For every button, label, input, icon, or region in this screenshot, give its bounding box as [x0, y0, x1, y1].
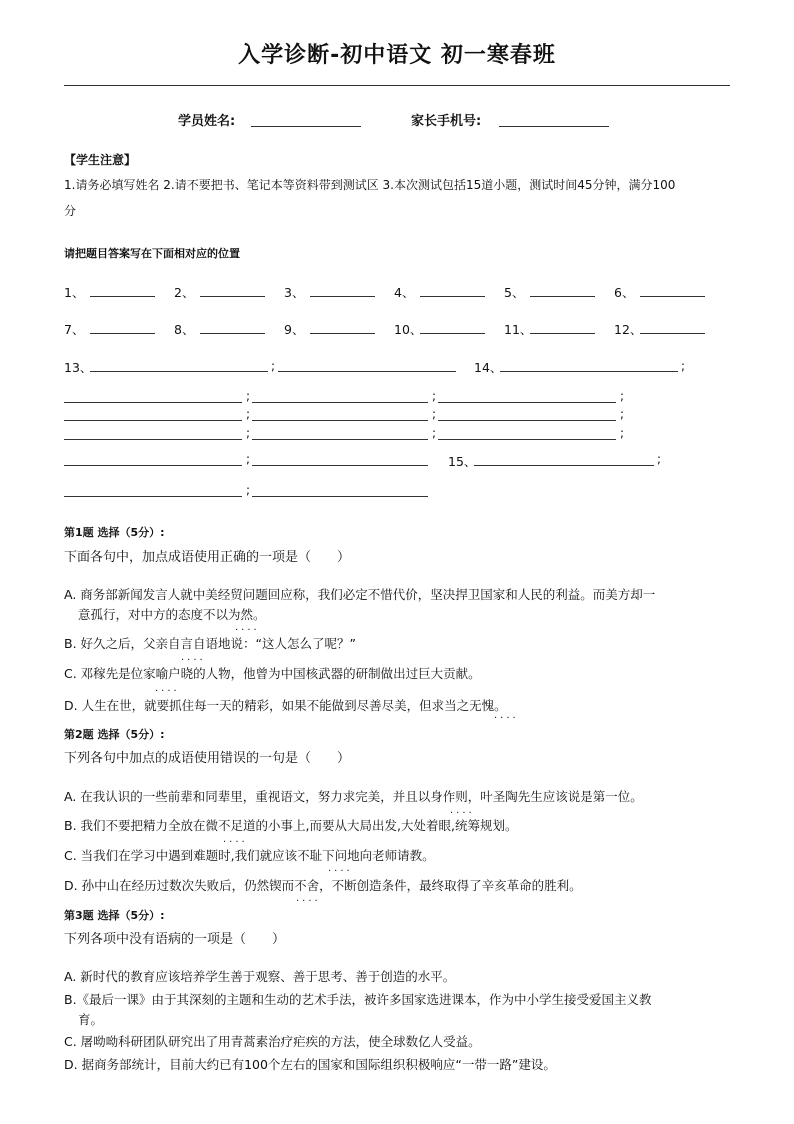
answer-label-14: 14、: [474, 360, 503, 375]
q3-option-b: B.《最后一课》由于其深刻的主题和生动的艺术手法，被许多国家选进课本，作为中小学生接受爱国主义教: [64, 992, 652, 1007]
answer-label: 8、: [174, 322, 195, 337]
answer-blank[interactable]: [474, 465, 654, 466]
separator: ;: [246, 483, 251, 497]
answer-label-13: 13、: [64, 360, 93, 375]
separator: ;: [246, 407, 251, 421]
answer-label: 12、: [614, 322, 643, 337]
answer-blank[interactable]: [64, 465, 242, 466]
answer-blank[interactable]: [438, 420, 616, 421]
question-3-stem: 下列各项中没有语病的一项是（ ）: [64, 932, 286, 947]
question-2-header: 第2题 选择（5分）:: [64, 728, 165, 741]
separator: ;: [620, 426, 625, 440]
page-title: 入学诊断-初中语文 初一寒春班: [238, 43, 556, 68]
q1-option-b: B. 好久之后，父亲自言自语地说：“这人怎么了呢？”: [64, 636, 356, 651]
question-1-stem: 下面各句中，加点成语使用正确的一项是（ ）: [64, 550, 351, 565]
answer-blank[interactable]: [64, 496, 242, 497]
answer-blank[interactable]: [64, 402, 242, 403]
emphasis-dots: ····: [181, 655, 206, 666]
question-1-header: 第1题 选择（5分）:: [64, 526, 165, 539]
separator: ;: [271, 359, 276, 373]
separator: ;: [620, 407, 625, 421]
separator: ;: [620, 389, 625, 403]
q2-option-b: B. 我们不要把精力全放在微不足道的小事上,而要从大局出发,大处着眼,统筹规划。: [64, 818, 518, 833]
answer-blank[interactable]: [200, 296, 265, 297]
answer-blank[interactable]: [64, 420, 242, 421]
answer-blank[interactable]: [252, 465, 428, 466]
separator: ;: [246, 426, 251, 440]
answer-blank[interactable]: [252, 402, 428, 403]
answer-instruction: 请把题目答案写在下面相对应的位置: [64, 247, 240, 260]
q2-option-c: C. 当我们在学习中遇到难题时,我们就应该不耻下问地向老师请教。: [64, 848, 435, 863]
answer-blank[interactable]: [200, 333, 265, 334]
q1-option-a-cont: 意孤行，对中方的态度不以为然。: [78, 607, 266, 622]
emphasis-dots: ····: [155, 686, 180, 697]
parent-phone-label: 家长手机号:: [411, 114, 482, 129]
answer-blank[interactable]: [252, 439, 428, 440]
q3-option-b-cont: 育。: [78, 1012, 104, 1027]
answer-blank[interactable]: [90, 296, 155, 297]
answer-blank[interactable]: [90, 371, 268, 372]
answer-blank[interactable]: [420, 296, 485, 297]
separator: ;: [246, 389, 251, 403]
emphasis-dots: ····: [328, 866, 353, 877]
answer-label: 10、: [394, 322, 423, 337]
title-divider: [64, 85, 730, 86]
answer-label-15: 15、: [448, 454, 477, 469]
answer-blank[interactable]: [530, 296, 595, 297]
q1-option-c: C. 邓稼先是位家喻户晓的人物，他曾为中国核武器的研制做出过巨大贡献。: [64, 666, 481, 681]
answer-blank[interactable]: [90, 333, 155, 334]
notice-line-2: 分: [64, 204, 77, 218]
notice-heading: 【学生注意】: [64, 153, 137, 167]
separator: ;: [432, 407, 437, 421]
answer-label: 11、: [504, 322, 533, 337]
q1-option-a: A. 商务部新闻发言人就中美经贸问题回应称，我们必定不惜代价，坚决捍卫国家和人民的利益。而美方却一: [64, 587, 656, 602]
emphasis-dots: ····: [235, 625, 260, 636]
answer-label: 3、: [284, 285, 305, 300]
emphasis-dots: ····: [223, 837, 248, 848]
q3-option-a: A. 新时代的教育应该培养学生善于观察、善于思考、善于创造的水平。: [64, 969, 456, 984]
q3-option-d: D. 据商务部统计，目前大约已有100个左右的国家和国际组织积极响应“一带一路”建设。: [64, 1057, 556, 1072]
answer-blank[interactable]: [500, 371, 678, 372]
answer-blank[interactable]: [420, 333, 485, 334]
answer-label: 2、: [174, 285, 195, 300]
student-name-label: 学员姓名:: [178, 114, 236, 129]
student-name-field[interactable]: [251, 126, 361, 127]
answer-blank[interactable]: [438, 439, 616, 440]
question-2-stem: 下列各句中加点的成语使用错误的一句是（ ）: [64, 751, 351, 766]
answer-label: 9、: [284, 322, 305, 337]
emphasis-dots: ····: [450, 808, 475, 819]
answer-blank[interactable]: [530, 333, 595, 334]
answer-label: 7、: [64, 322, 85, 337]
answer-blank[interactable]: [64, 439, 242, 440]
answer-blank[interactable]: [438, 402, 616, 403]
separator: ;: [432, 389, 437, 403]
answer-label: 6、: [614, 285, 635, 300]
answer-label: 1、: [64, 285, 85, 300]
answer-blank[interactable]: [310, 296, 375, 297]
q3-option-c: C. 屠呦呦科研团队研究出了用青蒿素治疗疟疾的方法，使全球数亿人受益。: [64, 1034, 481, 1049]
answer-blank[interactable]: [252, 420, 428, 421]
parent-phone-field[interactable]: [499, 126, 609, 127]
separator: ;: [246, 452, 251, 466]
q1-option-d: D. 人生在世，就要抓住每一天的精彩，如果不能做到尽善尽美，但求当之无愧。: [64, 698, 507, 713]
answer-blank[interactable]: [640, 333, 705, 334]
emphasis-dots: ····: [494, 713, 519, 724]
answer-blank[interactable]: [252, 496, 428, 497]
answer-label: 4、: [394, 285, 415, 300]
answer-blank[interactable]: [278, 371, 456, 372]
answer-blank[interactable]: [640, 296, 705, 297]
notice-line-1: 1.请务必填写姓名 2.请不要把书、笔记本等资料带到测试区 3.本次测试包括15道小题，测试时间45分钟，满分100: [64, 178, 676, 192]
separator: ;: [432, 426, 437, 440]
separator: ;: [657, 452, 662, 466]
answer-blank[interactable]: [310, 333, 375, 334]
q2-option-d: D. 孙中山在经历过数次失败后，仍然锲而不舍，不断创造条件，最终取得了辛亥革命的胜利。: [64, 878, 582, 893]
question-3-header: 第3题 选择（5分）:: [64, 909, 165, 922]
separator: ;: [681, 359, 686, 373]
emphasis-dots: ····: [296, 896, 321, 907]
answer-label: 5、: [504, 285, 525, 300]
q2-option-a: A. 在我认识的一些前辈和同辈里，重视语文，努力求完美，并且以身作则，叶圣陶先生应该说是第一位。: [64, 789, 643, 804]
